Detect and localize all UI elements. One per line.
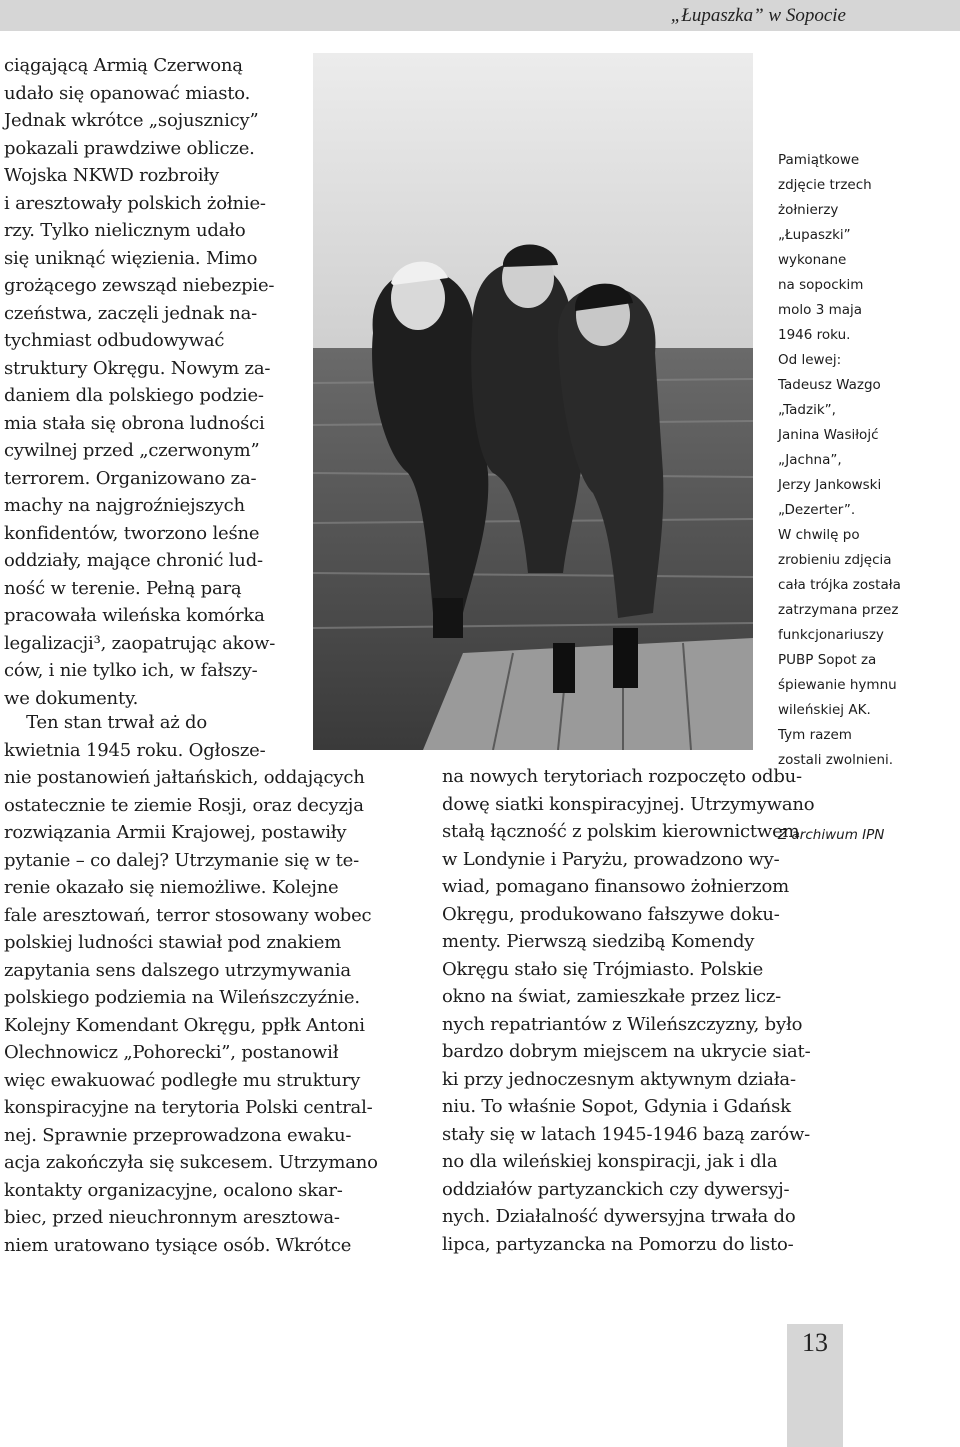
text-line: ostatecznie te ziemie Rosji, oraz decyzja	[4, 794, 364, 816]
text-line: konspiracyjne na terytoria Polski central-	[4, 1097, 373, 1118]
text-line: pytanie – co dalej? Utrzymanie się w te-	[4, 849, 360, 871]
text-line: udało się opanować miasto.	[4, 82, 251, 104]
text-line: zdjęcie trzech	[778, 177, 872, 193]
text-line: nych. Działalność dywersyjna trwała do	[442, 1206, 796, 1227]
text-line: Olechnowicz „Pohorecki”, postanowił	[4, 1042, 339, 1063]
text-line: zatrzymana przez	[778, 602, 899, 618]
text-line: machy na najgroźniejszych	[4, 495, 245, 516]
running-title: „Łupaszka” w Sopocie	[670, 5, 846, 26]
page-number-box	[787, 1324, 843, 1447]
text-line: więc ewakuować podległe mu struktury	[4, 1069, 361, 1091]
text-line: Okręgu stało się Trójmiasto. Polskie	[442, 958, 764, 980]
text-line: pokazali prawdziwe oblicze.	[4, 137, 255, 159]
text-line: wykonane	[778, 252, 847, 268]
text-line: Tym razem	[778, 727, 852, 743]
text-line: oddziały, mające chronić lud-	[4, 550, 263, 571]
text-line: daniem dla polskiego podzie-	[4, 385, 264, 406]
page-number: 13	[802, 1328, 828, 1357]
text-line: Wojska NKWD rozbroiły	[4, 165, 219, 186]
text-line: polskiej ludności stawiał pod znakiem	[4, 932, 342, 953]
text-line: nej. Sprawnie przeprowadzona ewaku-	[4, 1124, 352, 1146]
caption-credit: Z archiwum IPN	[778, 827, 885, 843]
text-line: ki przy jednoczesnym aktywnym działa-	[442, 1068, 796, 1090]
text-line: kwietnia 1945 roku. Ogłosze-	[4, 739, 266, 761]
text-line: cała trójka została	[778, 577, 901, 593]
text-line: śpiewanie hymnu	[778, 677, 897, 693]
historical-photograph	[313, 53, 753, 750]
text-line: ciągającą Armią Czerwoną	[4, 55, 243, 76]
text-line: na nowych terytoriach rozpoczęto odbu-	[442, 766, 802, 787]
text-line: 1946 roku.	[778, 327, 851, 343]
text-line: funkcjonariuszy	[778, 627, 884, 643]
text-line: legalizacji³, zaopatrując akow-	[4, 632, 276, 654]
text-line: niem uratowano tysiące osób. Wkrótce	[4, 1234, 352, 1256]
text-line: mia stała się obrona ludności	[4, 412, 265, 434]
text-line: zostali zwolnieni.	[778, 752, 894, 768]
text-line: na sopockim	[778, 277, 864, 293]
text-line: wileńskiej AK.	[778, 702, 871, 718]
text-line: i aresztowały polskich żołnie-	[4, 192, 266, 214]
text-line: rozwiązania Armii Krajowej, postawiły	[4, 822, 347, 843]
text-line: W chwilę po	[778, 527, 860, 543]
text-line: się uniknąć więzienia. Mimo	[4, 247, 258, 269]
text-line: stałą łączność z polskim kierownictwem	[442, 821, 800, 842]
text-line: we dokumenty.	[4, 687, 139, 709]
text-line: struktury Okręgu. Nowym za-	[4, 357, 271, 379]
text-line: „Dezerter”.	[778, 502, 856, 518]
text-line: ców, i nie tylko ich, w fałszy-	[4, 660, 258, 681]
text-line: „Łupaszki”	[778, 227, 851, 243]
text-line: dowę siatki konspiracyjnej. Utrzymywano	[442, 793, 815, 815]
photo-illustration	[313, 53, 753, 750]
text-line: zapytania sens dalszego utrzymywania	[4, 959, 351, 981]
left-column-bottom	[4, 709, 378, 1259]
text-line: Ten stan trwał aż do	[4, 712, 208, 733]
text-line: „Tadzik”,	[778, 402, 836, 418]
caption-text	[778, 148, 958, 773]
text-line: Okręgu, produkowano fałszywe doku-	[442, 903, 780, 925]
photo-caption	[778, 98, 958, 873]
text-line: niu. To właśnie Sopot, Gdynia i Gdańsk	[442, 1096, 791, 1117]
text-line: no dla wileńskiej konspiracji, jak i dla	[442, 1151, 778, 1172]
text-line: molo 3 maja	[778, 302, 863, 318]
text-line: grożącego zewsząd niebezpie-	[4, 275, 275, 296]
text-line: nych repatriantów z Wileńszczyzny, było	[442, 1013, 803, 1035]
text-line: Kolejny Komendant Okręgu, ppłk Antoni	[4, 1014, 365, 1036]
left-column-top	[4, 52, 275, 712]
text-line: Jerzy Jankowski	[778, 477, 882, 493]
text-line: oddziałów partyzanckich czy dywersyj-	[442, 1178, 790, 1200]
text-line: zrobieniu zdjęcia	[778, 552, 892, 568]
text-line: biec, przed nieuchronnym aresztowa-	[4, 1207, 340, 1228]
right-column	[442, 763, 814, 1258]
text-line: żołnierzy	[778, 202, 839, 218]
text-line: Tadeusz Wazgo	[778, 377, 881, 393]
text-line: konfidentów, tworzono leśne	[4, 522, 260, 544]
text-line: Janina Wasiłojć	[778, 427, 879, 443]
text-line: wiad, pomagano finansowo żołnierzom	[442, 876, 789, 897]
text-line: ność w terenie. Pełną parą	[4, 577, 242, 599]
text-line: bardzo dobrym miejscem na ukrycie siat-	[442, 1041, 811, 1062]
text-line: tychmiast odbudowywać	[4, 330, 225, 351]
text-line: terrorem. Organizowano za-	[4, 467, 257, 489]
text-line: Od lewej:	[778, 352, 842, 368]
text-line: menty. Pierwszą siedzibą Komendy	[442, 931, 755, 952]
text-line: „Jachna”,	[778, 452, 842, 468]
text-line: Pamiątkowe	[778, 152, 860, 168]
text-line: pracowała wileńska komórka	[4, 605, 265, 626]
text-line: rzy. Tylko nielicznym udało	[4, 220, 246, 241]
text-line: lipca, partyzancka na Pomorzu do listo-	[442, 1233, 794, 1255]
text-line: stały się w latach 1945-1946 bazą zarów-	[442, 1123, 811, 1145]
text-line: kontakty organizacyjne, ocalono skar-	[4, 1179, 343, 1201]
text-line: polskiego podziemia na Wileńszczyźnie.	[4, 987, 360, 1008]
text-line: renie okazało się niemożliwe. Kolejne	[4, 877, 339, 898]
text-line: fale aresztowań, terror stosowany wobec	[4, 904, 372, 926]
text-line: czeństwa, zaczęli jednak na-	[4, 302, 258, 324]
text-line: nie postanowień jałtańskich, oddających	[4, 767, 365, 788]
text-line: acja zakończyła się sukcesem. Utrzymano	[4, 1152, 378, 1173]
text-line: w Londynie i Paryżu, prowadzono wy-	[442, 848, 780, 870]
text-line: Jednak wkrótce „sojusznicy”	[4, 110, 259, 131]
text-line: okno na świat, zamieszkałe przez licz-	[442, 986, 782, 1007]
text-line: PUBP Sopot za	[778, 652, 877, 668]
text-line: cywilnej przed „czerwonym”	[4, 440, 260, 461]
